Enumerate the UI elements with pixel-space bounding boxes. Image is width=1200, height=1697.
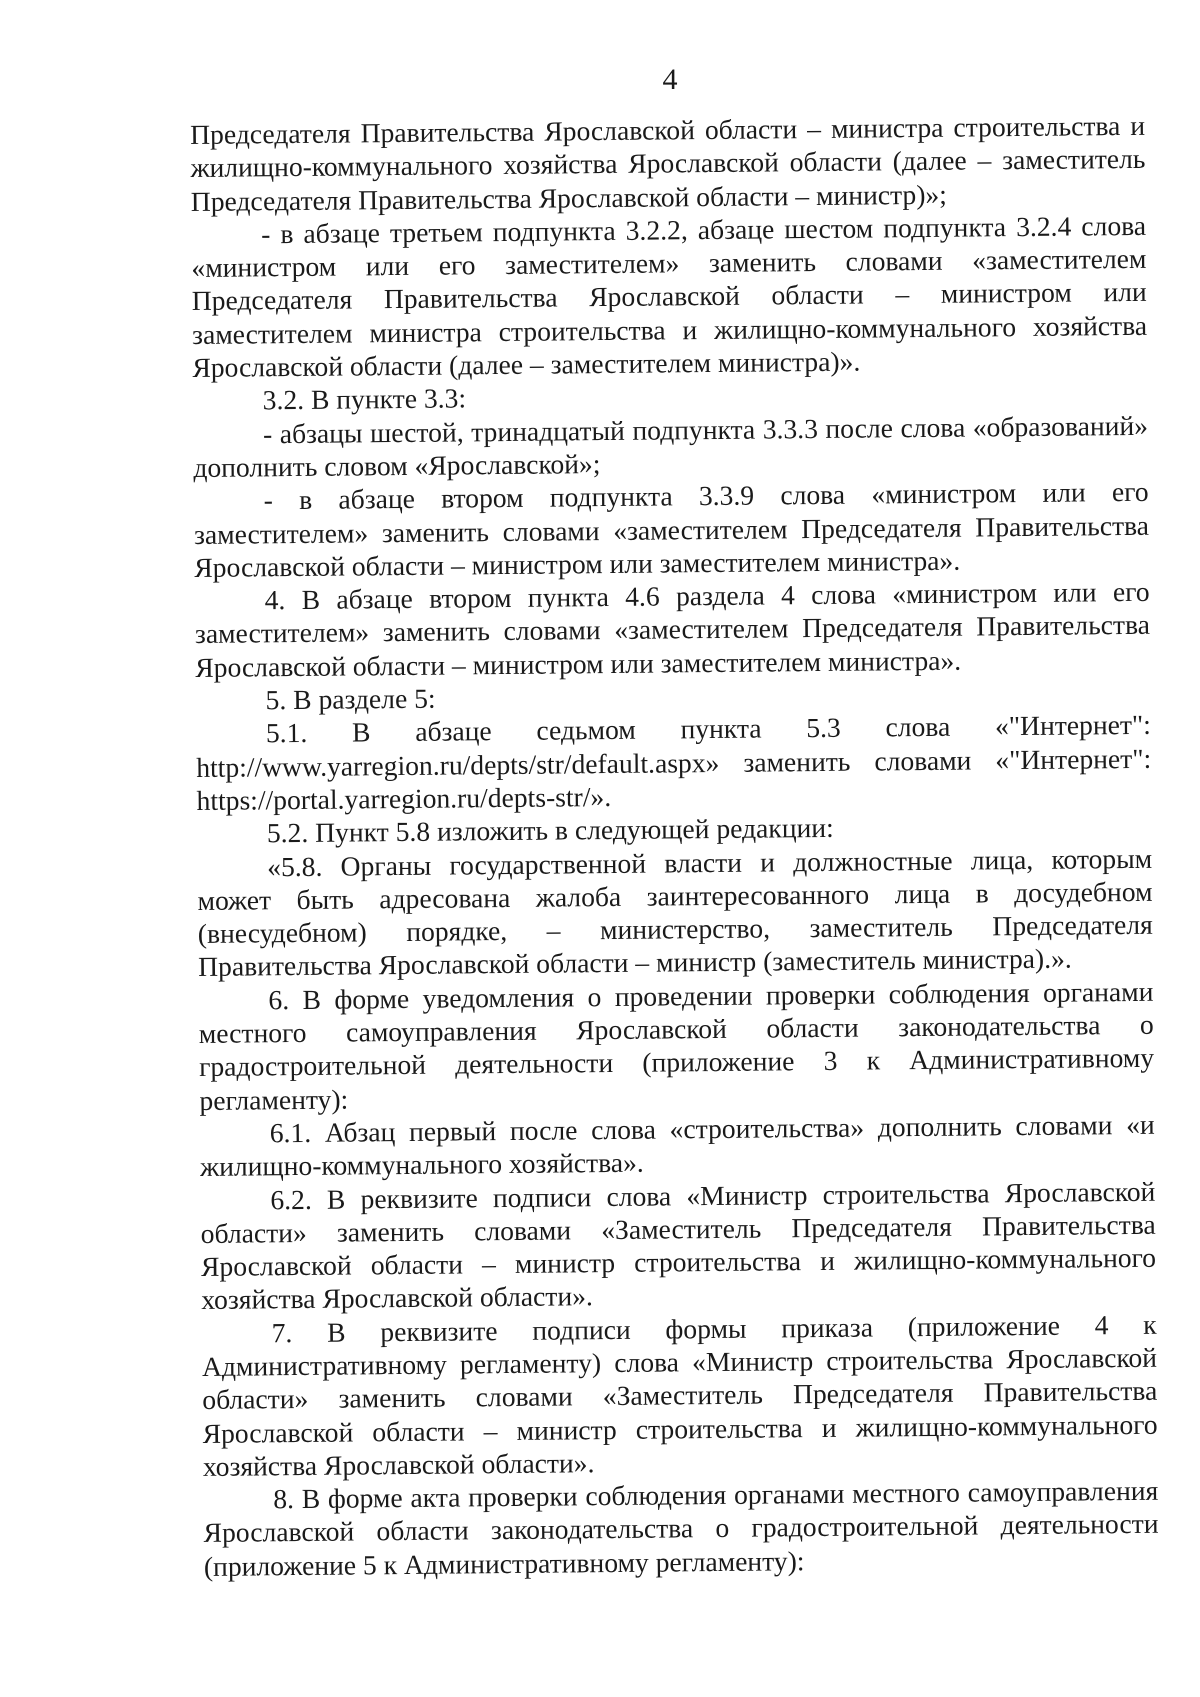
- page-number: 4: [662, 63, 678, 96]
- paragraph-7: 7. В реквизите подписи формы приказа (приложение 4 к Административному регламенту) слова «Министр строительства Ярославской области» заменить словами «Заместитель Председателя Правительства Ярославской области – министр строительства и жилищно-коммунального хозяйства Ярославской области».: [201, 1308, 1158, 1482]
- paragraph-6: 6. В форме уведомления о проведении проверки соблюдения органами местного самоуправления Ярославской области законодательства о градостроительной деятельности (приложение 3 к Административному регламенту):: [198, 975, 1155, 1116]
- paragraph-3-2-item-2: - в абзаце втором подпункта 3.3.9 слова «министром или его заместителем» заменить словами «заместителем Председателя Правительства Ярославской области – министром или заместителем министра».: [193, 476, 1150, 583]
- paragraph-3-1-item: - в абзаце третьем подпункта 3.2.2, абзаце шестом подпункта 3.2.4 слова «министром или его заместителем» заменить словами «заместителем Председателя Правительства Ярославской области – министром или заместителем министра строительства и жилищно-коммунального хозяйства Ярославской области (далее – заместителем министра)».: [191, 209, 1148, 384]
- paragraph-5-1: 5.1. В абзаце седьмом пункта 5.3 слова «"Интернет": http://www.yarregion.ru/depts/str/default.aspx» заменить словами «"Интернет": https://portal.yarregion.ru/depts-str/».: [196, 709, 1152, 816]
- paragraph-5-heading: 5. В разделе 5:: [265, 682, 436, 716]
- paragraph-4: 4. В абзаце втором пункта 4.6 раздела 4 слова «министром или его заместителем» заменить словами «заместителем Председателя Правительства Ярославской области – министром или заместителем министра».: [194, 575, 1151, 683]
- document-body: [190, 109, 1159, 1583]
- paragraph-6-2: 6.2. В реквизите подписи слова «Министр строительства Ярославской области» заменить словами «Заместитель Председателя Правительства Ярославской области – министр строительства и жилищно-коммунального хозяйства Ярославской области».: [200, 1175, 1157, 1316]
- paragraph-3-2-item-1: - абзацы шестой, тринадцатый подпункта 3.3.3 после слова «образований» дополнить словом «Ярославской»;: [193, 409, 1149, 483]
- paragraph-continuation: Председателя Правительства Ярославской области – министра строительства и жилищно-коммунального хозяйства Ярославской области (далее – заместитель Председателя Правительства Ярославской области – министр)»;: [190, 109, 1146, 217]
- paragraph-8: 8. В форме акта проверки соблюдения органами местного самоуправления Ярославской области законодательства о градостроительной деятельности (приложение 5 к Административному регламенту):: [203, 1474, 1159, 1582]
- paragraph-6-1: 6.1. Абзац первый после слова «строительства» дополнить словами «и жилищно-коммунального хозяйства».: [199, 1108, 1155, 1183]
- paragraph-3-2-heading: 3.2. В пункте 3.3:: [262, 382, 467, 416]
- paragraph-5-2: 5.2. Пункт 5.8 изложить в следующей редакции:: [266, 812, 834, 849]
- paragraph-5-8-text: «5.8. Органы государственной власти и должностные лица, которым может быть адресована жалоба заинтересованного лица в досудебном (внесудебном) порядке, – министерство, заместитель Председателя Правительства Ярославской области – министр (заместитель министра).».: [197, 842, 1153, 983]
